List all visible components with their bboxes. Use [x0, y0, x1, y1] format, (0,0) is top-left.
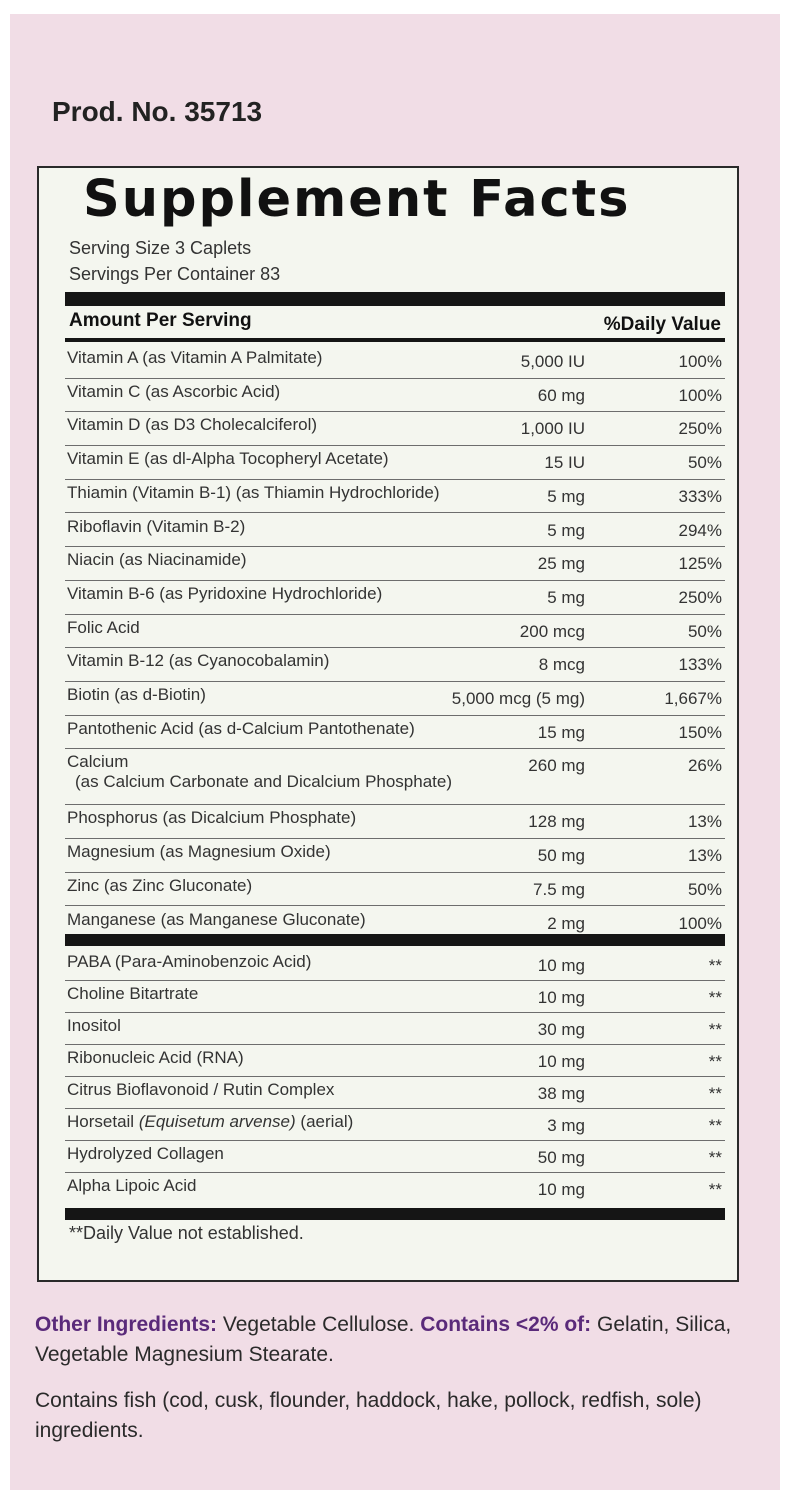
nutrient-name	[67, 984, 198, 1004]
nutrient-row	[65, 546, 725, 581]
nutrient-row	[65, 344, 725, 379]
nutrient-name-text: Inositol	[67, 1016, 121, 1035]
nutrient-row	[65, 838, 725, 873]
nutrient-amount: 200 mcg	[519, 621, 585, 641]
nutrient-amount: 5 mg	[547, 520, 585, 540]
contains-text: Gelatin, Silica, Vegetable Magnesium Stearate.	[35, 1313, 732, 1366]
nutrient-row	[65, 580, 725, 615]
nutrient-name-text: Vitamin C (as Ascorbic Acid)	[67, 381, 281, 401]
nutrient-name	[67, 415, 317, 435]
nutrient-row	[65, 980, 725, 1013]
nutrient-name	[67, 1016, 121, 1036]
nutrient-name	[67, 842, 331, 862]
nutrient-name	[67, 584, 382, 604]
nutrient-daily-value: 100%	[678, 913, 722, 933]
nutrient-name-text: Horsetail	[67, 1112, 135, 1131]
nutrient-daily-value: 150%	[678, 722, 722, 742]
nutrient-name-text: Pantothenic Acid (as d-Calcium Pantothenate)	[67, 718, 415, 738]
nutrient-name-text: Riboflavin (Vitamin B-2)	[67, 516, 246, 536]
thick-divider-2	[65, 934, 725, 946]
nutrient-row	[65, 804, 725, 839]
nutrient-name	[67, 517, 245, 537]
supplement-facts-panel	[37, 166, 739, 1282]
nutrient-name-text: Phosphorus (as Dicalcium Phosphate)	[67, 808, 357, 828]
nutrient-name-text: Biotin (as d-Biotin)	[67, 685, 206, 704]
nutrient-name	[67, 483, 440, 503]
nutrient-amount: 260 mg	[528, 756, 585, 776]
nutrient-amount: 3 mg	[547, 1116, 585, 1135]
nutrient-amount: 10 mg	[537, 956, 585, 975]
nutrient-amount: 2 mg	[547, 913, 585, 933]
nutrient-daily-value: 50%	[687, 879, 722, 899]
nutrient-daily-value: 250%	[678, 419, 722, 439]
nutrient-name-text: Vitamin A (as Vitamin A Palmitate)	[67, 348, 323, 367]
panel-title: Supplement Facts	[83, 170, 631, 229]
nutrient-row	[65, 948, 725, 981]
nutrient-daily-value: 1,667%	[664, 689, 722, 708]
allergen-statement: Contains fish (cod, cusk, flounder, haddock, hake, pollock, redfish, sole) ingredients.	[35, 1389, 702, 1442]
nutrient-amount: 15 IU	[544, 453, 585, 473]
nutrient-name-text: Folic Acid	[67, 617, 140, 637]
nutrient-row	[65, 1108, 725, 1141]
nutrient-amount: 8 mcg	[538, 655, 585, 675]
nutrient-amount: 128 mg	[528, 812, 585, 832]
nutrient-amount: 50 mg	[537, 846, 585, 866]
nutrient-amount: 5 mg	[547, 587, 585, 607]
nutrient-daily-value: 100%	[678, 352, 722, 371]
nutrient-daily-value: 13%	[687, 846, 722, 866]
nutrient-name	[67, 1112, 353, 1132]
nutrient-daily-value: 13%	[687, 812, 722, 832]
nutrient-daily-value: **	[708, 1180, 722, 1199]
daily-value-header: %Daily Value	[603, 314, 721, 335]
nutrient-row	[65, 1140, 725, 1173]
nutrient-amount: 38 mg	[537, 1084, 585, 1103]
nutrient-name	[67, 382, 280, 402]
nutrient-daily-value: **	[708, 956, 722, 975]
nutrient-daily-value: 250%	[678, 587, 722, 607]
nutrient-daily-value: **	[708, 1148, 722, 1167]
nutrient-name-text: Hydrolyzed Collagen	[67, 1144, 224, 1163]
nutrient-daily-value: 333%	[678, 486, 722, 506]
nutrient-name	[67, 651, 329, 671]
nutrient-name	[67, 1144, 224, 1164]
contains-label: Contains <2% of:	[420, 1313, 592, 1336]
serving-size: Serving Size 3 Caplets	[69, 238, 252, 258]
nutrient-amount: 30 mg	[537, 1020, 585, 1039]
nutrient-name-text: Thiamin (Vitamin B-1) (as Thiamin Hydrochloride)	[67, 482, 440, 502]
nutrient-amount: 60 mg	[537, 385, 585, 405]
nutrient-name	[67, 1048, 244, 1068]
nutrient-row	[65, 1076, 725, 1109]
nutrient-row	[65, 681, 725, 716]
nutrient-amount: 5,000 IU	[520, 352, 585, 371]
nutrient-amount: 25 mg	[537, 554, 585, 574]
other-ingredients	[35, 1310, 745, 1370]
nutrient-name-text: Alpha Lipoic Acid	[67, 1176, 197, 1195]
nutrient-amount: 10 mg	[537, 1180, 585, 1199]
nutrient-amount: 10 mg	[537, 988, 585, 1007]
nutrient-name	[67, 1080, 334, 1100]
nutrient-amount: 1,000 IU	[520, 419, 585, 439]
nutrient-daily-value: **	[708, 1052, 722, 1071]
amount-per-serving-header: Amount Per Serving	[69, 310, 252, 331]
nutrient-row	[65, 1044, 725, 1077]
nutrient-daily-value: **	[708, 988, 722, 1007]
nutrient-row	[65, 411, 725, 446]
nutrient-daily-value: 294%	[678, 520, 722, 540]
thick-divider-3	[65, 1208, 725, 1220]
nutrient-daily-value: **	[708, 1116, 722, 1135]
nutrient-latin-name: (Equisetum arvense)	[138, 1112, 296, 1131]
footnote: **Daily Value not established.	[69, 1223, 304, 1243]
nutrient-name-text: Vitamin B-6 (as Pyridoxine Hydrochloride)	[67, 583, 383, 603]
nutrient-source: (as Calcium Carbonate and Dicalcium Phosphate)	[75, 772, 453, 792]
nutrient-amount: 7.5 mg	[533, 879, 585, 899]
nutrient-row	[65, 748, 725, 805]
nutrient-daily-value: 133%	[678, 655, 722, 675]
nutrient-name	[67, 449, 389, 469]
other-ingredients-text: Vegetable Cellulose.	[222, 1313, 415, 1336]
nutrient-name-text: Calcium	[67, 752, 129, 772]
other-ingredients-label: Other Ingredients:	[35, 1313, 218, 1336]
nutrient-name-text: Manganese (as Manganese Gluconate)	[67, 909, 366, 929]
nutrient-row	[65, 479, 725, 514]
nutrient-name	[67, 348, 322, 368]
nutrient-row	[65, 715, 725, 750]
nutrient-row	[65, 1172, 725, 1204]
nutrient-daily-value: **	[708, 1084, 722, 1103]
nutrient-row	[65, 1012, 725, 1045]
medium-divider	[65, 338, 725, 342]
nutrient-name-text: Vitamin D (as D3 Cholecalciferol)	[67, 415, 318, 435]
nutrient-daily-value: 125%	[678, 554, 722, 574]
nutrient-row	[65, 445, 725, 480]
nutrient-row	[65, 513, 725, 548]
nutrient-name	[67, 550, 247, 570]
servings-per-container: Servings Per Container 83	[69, 264, 281, 284]
nutrient-name-text: Zinc (as Zinc Gluconate)	[67, 875, 253, 895]
nutrient-name-text: Ribonucleic Acid (RNA)	[67, 1048, 244, 1067]
nutrient-daily-value: **	[708, 1020, 722, 1039]
nutrient-name	[67, 719, 415, 739]
nutrient-name	[67, 685, 206, 705]
nutrient-name-text: Magnesium (as Magnesium Oxide)	[67, 842, 331, 862]
nutrient-name-suffix: (aerial)	[300, 1112, 354, 1131]
nutrient-row	[65, 647, 725, 682]
nutrient-name-text: Citrus Bioflavonoid / Rutin Complex	[67, 1080, 335, 1099]
nutrient-name	[67, 952, 311, 972]
nutrient-name	[67, 910, 366, 930]
nutrient-name	[67, 876, 252, 896]
nutrient-name-text: PABA (Para-Aminobenzoic Acid)	[67, 952, 312, 971]
product-number: Prod. No. 35713	[52, 96, 263, 127]
nutrient-name	[67, 618, 140, 638]
nutrient-name	[67, 752, 452, 792]
nutrient-row	[65, 614, 725, 649]
nutrient-daily-value: 100%	[678, 385, 722, 405]
nutrient-name-text: Niacin (as Niacinamide)	[67, 550, 247, 570]
nutrient-daily-value: 50%	[687, 621, 722, 641]
nutrient-name-text: Choline Bitartrate	[67, 984, 199, 1003]
nutrient-amount: 5,000 mcg (5 mg)	[451, 689, 585, 708]
nutrient-amount: 10 mg	[537, 1052, 585, 1071]
nutrient-amount: 50 mg	[537, 1148, 585, 1167]
nutrient-name	[67, 1176, 196, 1196]
nutrient-name-text: Vitamin B-12 (as Cyanocobalamin)	[67, 651, 330, 671]
thick-divider	[65, 292, 725, 306]
nutrient-name-text: Vitamin E (as dl-Alpha Tocopheryl Acetate)	[67, 449, 389, 469]
nutrient-daily-value: 50%	[687, 453, 722, 473]
nutrient-row	[65, 378, 725, 413]
nutrient-row	[65, 872, 725, 907]
nutrient-daily-value: 26%	[687, 756, 722, 776]
nutrient-amount: 15 mg	[537, 722, 585, 742]
nutrient-amount: 5 mg	[547, 486, 585, 506]
nutrient-name	[67, 808, 356, 828]
